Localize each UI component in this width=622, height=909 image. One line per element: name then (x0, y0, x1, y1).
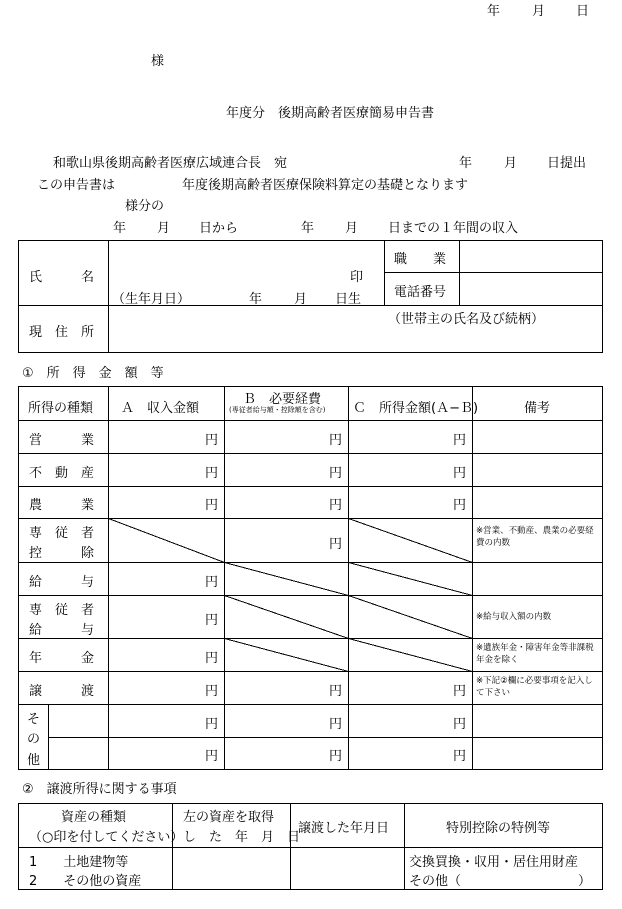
col-header-expenses-note: (専従者給与額・控除額を含む) (229, 406, 326, 414)
yen-unit: 円 (453, 717, 467, 732)
yen-unit: 円 (453, 466, 467, 481)
row-label-other-1: そ (27, 712, 41, 727)
yen-unit: 円 (329, 433, 343, 448)
addressee-suffix: 様 (151, 54, 165, 69)
yen-unit: 円 (453, 749, 467, 764)
yen-unit: 円 (453, 433, 467, 448)
yen-unit: 円 (205, 651, 219, 666)
row-label-salary: 給 与 (29, 575, 95, 590)
other-type-field-2[interactable] (50, 739, 106, 768)
row-label-family-deduction-1: 専 従 者 (29, 526, 95, 541)
birth-label: （生年月日） (112, 292, 191, 307)
basis-prefix: この申告書は (37, 178, 116, 193)
period-month-2: 月 (345, 221, 359, 236)
transferred-date-field[interactable] (292, 849, 402, 888)
yen-unit: 円 (205, 433, 219, 448)
period-month-1: 月 (157, 221, 171, 236)
row-label-family-salary-2: 給 与 (29, 623, 95, 638)
yen-unit: 円 (329, 717, 343, 732)
row-label-agriculture: 農 業 (29, 498, 95, 513)
form-title: 年度分 後期高齢者医療簡易申告書 (226, 106, 435, 121)
remark-family-salary: ※給与収入額の内数 (476, 612, 552, 622)
household-label: （世帯主の氏名及び続柄） (388, 312, 545, 327)
seal-mark: 印 (350, 270, 364, 285)
special-options-line2[interactable]: その他（ ） (409, 874, 592, 889)
birth-month: 月 (294, 292, 308, 307)
row-label-real-estate: 不 動 産 (29, 466, 95, 481)
col-header-acquired-1: 左の資産を取得 (183, 810, 275, 825)
yen-unit: 円 (329, 498, 343, 513)
col-header-remarks: 備考 (524, 401, 551, 416)
recipient-line: 和歌山県後期高齢者医療広域連合長 宛 (53, 156, 288, 171)
row-label-other-3: 他 (27, 753, 41, 768)
period-year-2: 年 (301, 221, 315, 236)
submit-day: 日提出 (547, 156, 587, 171)
phone-label: 電話番号 (394, 285, 447, 300)
occupation-label: 職 業 (394, 252, 447, 267)
col-header-transferred: 譲渡した年月日 (298, 821, 390, 836)
period-to: 日までの１年間の収入 (388, 221, 519, 236)
yen-unit: 円 (453, 684, 467, 699)
col-header-earnings: Ｃ 所得金額(Ａ−Ｂ) (353, 401, 479, 416)
date-year-label: 年 (487, 4, 501, 19)
row-label-pension: 年 金 (29, 651, 95, 666)
period-year-1: 年 (113, 221, 127, 236)
yen-unit: 円 (329, 684, 343, 699)
address-label: 現 住 所 (29, 325, 95, 340)
name-label: 氏 名 (29, 270, 95, 285)
col-header-asset-type: 資産の種類 (61, 810, 127, 825)
yen-unit: 円 (453, 498, 467, 513)
address-field[interactable] (110, 307, 382, 351)
row-label-transfer: 譲 渡 (29, 684, 95, 699)
birth-year: 年 (249, 292, 263, 307)
phone-field[interactable] (461, 274, 600, 303)
remark-family-deduction: ※営業、不動産、農業の必要経費の内数 (476, 526, 594, 548)
income-business-field[interactable] (110, 422, 222, 452)
basis-text: 年度後期高齢者医療保険料算定の基礎となります (182, 178, 469, 193)
section1-title: ① 所 得 金 額 等 (22, 366, 164, 381)
row-label-family-deduction-2: 控 除 (29, 546, 95, 561)
period-from: 日から (199, 221, 239, 236)
name-field[interactable] (112, 245, 380, 271)
col-header-type: 所得の種類 (28, 401, 94, 416)
yen-unit: 円 (329, 537, 343, 552)
yen-unit: 円 (205, 717, 219, 732)
col-header-special: 特別控除の特例等 (446, 821, 551, 836)
birth-day: 日生 (335, 292, 362, 307)
yen-unit: 円 (205, 684, 219, 699)
yen-unit: 円 (329, 466, 343, 481)
section2-title: ② 譲渡所得に関する事項 (22, 782, 177, 797)
row-label-family-salary-1: 専 従 者 (29, 603, 95, 618)
earnings-business-field[interactable] (350, 422, 470, 452)
asset-option-land[interactable]: 1 土地建物等 (29, 855, 129, 870)
yen-unit: 円 (205, 575, 219, 590)
yen-unit: 円 (205, 498, 219, 513)
yen-unit: 円 (205, 613, 219, 628)
remark-transfer: ※下記②欄に必要事項を記入して下さい (476, 676, 593, 698)
acquired-date-field[interactable] (174, 849, 288, 888)
row-label-other-2: の (27, 732, 41, 747)
col-header-asset-type-note: （○印を付してください） (29, 830, 184, 845)
yen-unit: 円 (205, 749, 219, 764)
col-header-income: Ａ 収入金額 (121, 401, 200, 416)
remark-pension: ※遺族年金・障害年金等非課税年金を除く (476, 643, 594, 665)
yen-unit: 円 (205, 466, 219, 481)
other-type-field-1[interactable] (50, 706, 106, 736)
special-options-line1[interactable]: 交換買換・収用・居住用財産 (409, 855, 579, 870)
occupation-field[interactable] (461, 242, 600, 270)
submit-year: 年 (459, 156, 473, 171)
col-header-acquired-2: し た 年 月 日 (183, 830, 301, 845)
person-suffix: 様分の (125, 199, 165, 214)
date-day-label: 日 (576, 4, 590, 19)
expense-business-field[interactable] (226, 422, 346, 452)
row-label-business: 営 業 (29, 433, 95, 448)
submit-month: 月 (504, 156, 518, 171)
asset-option-other[interactable]: 2 その他の資産 (29, 874, 142, 889)
date-month-label: 月 (532, 4, 546, 19)
yen-unit: 円 (329, 749, 343, 764)
col-header-expenses: Ｂ 必要経費 (243, 392, 322, 407)
